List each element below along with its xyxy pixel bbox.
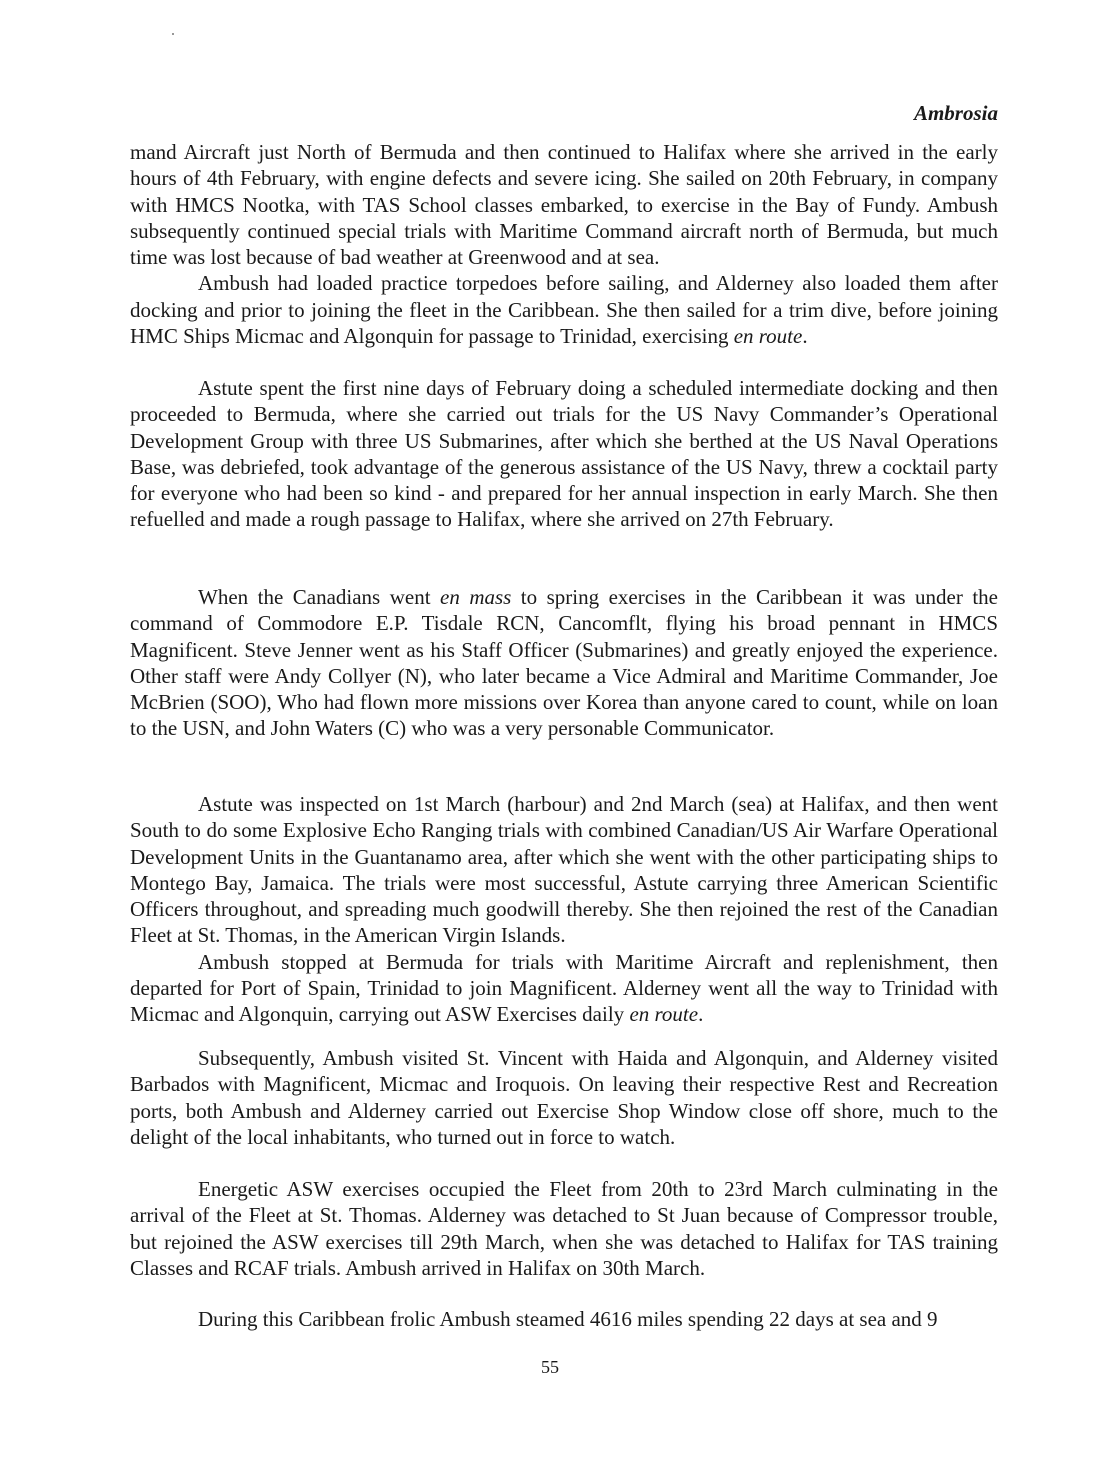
paragraph-continued: mand Aircraft just North of Bermuda and then continued to Halifax where she arrived in the early hours of 4th February, with engine defects and severe icing. She sailed on 20th February, in company with HMCS Nootka, with TAS School classes embarked, to exercise in the Bay of Fundy. Ambush subsequently continued special trials with Maritime Command aircraft north of Bermuda, but much time was lost because of bad weather at Greenwood and at sea.	[130, 140, 998, 270]
paragraph-text: Ambush stopped at Bermuda for trials with Maritime Aircraft and replenishment, then departed for Port of Spain, Trinidad to join Magnificent. Alderney went all the way to Trinidad with Micmac and Algonquin, carrying out ASW Exercises daily	[130, 949, 998, 1027]
paragraph-text: .	[698, 1002, 704, 1027]
paragraph-text: to spring exercises in the Caribbean it was under the command of Commodore E.P. Tisdale RCN, Cancomflt, flying his broad pennant in HMCS Magnificent. Steve Jenner went as his Staff Officer (Submarines) and greatly enjoyed the experience. Other staff were Andy Collyer (N), who later became a Vice Admiral and Maritime Commander, Joe McBrien (SOO), Who had flown more missions over Korea than anyone cared to count, while on loan to the USN, and John Waters (C) who was a very personable Communicator.	[130, 585, 998, 741]
text-block-7	[130, 1306, 998, 1332]
scan-speck	[172, 33, 174, 35]
paragraph-text: When the Canadians went	[198, 585, 441, 609]
paragraph-canadians-caribbean	[130, 584, 998, 742]
paragraph-st-vincent: Subsequently, Ambush visited St. Vincent with Haida and Algonquin, and Alderney visited Barbados with Magnificent, Micmac and Iroquois. On leaving their respective Rest and Recreation ports, both Ambush and Alderney carried out Exercise Shop Window close off shore, much to the delight of the local inhabitants, who turned out in force to watch.	[130, 1046, 998, 1149]
page-number: 55	[541, 1357, 559, 1377]
paragraph-text: Ambush had loaded practice torpedoes before sailing, and Alderney also loaded them after docking and prior to joining the fleet in the Caribbean. She then sailed for a trim dive, before joining HMC Ships Micmac and Algonquin for passage to Trinidad, exercising	[130, 271, 998, 349]
paragraph-asw-exercises: Energetic ASW exercises occupied the Fleet from 20th to 23rd March culminating in the arrival of the Fleet at St. Thomas. Alderney was detached to St Juan because of Compressor trouble, but rejoined the ASW exercises till 29th March, when she was detached to Halifax for TAS training Classes and RCAF trials. Ambush arrived in Halifax on 30th March.	[130, 1177, 998, 1280]
italic-phrase: en route	[733, 324, 803, 349]
paragraph-caribbean-frolic: During this Caribbean frolic Ambush steamed 4616 miles spending 22 days at sea and 9	[198, 1307, 938, 1331]
running-header-title: Ambrosia	[913, 101, 998, 125]
paragraph-ambush-torpedoes	[130, 270, 998, 349]
text-block-2	[130, 375, 998, 533]
text-block-6	[130, 1176, 998, 1281]
paragraph-ambush-bermuda	[130, 949, 998, 1028]
paragraph-text: .	[802, 324, 808, 349]
paragraph-astute-february: Astute spent the first nine days of February doing a scheduled intermediate docking and then proceeded to Bermuda, where she carried out trials for the US Navy Commander’s Operational Development Group with three US Submarines, after which she berthed at the US Naval Operations Base, was debriefed, took advantage of the generous assistance of the US Navy, threw a cocktail party for everyone who had been so kind - and prepared for her annual inspection in early March. She then refuelled and made a rough passage to Halifax, where she arrived on 27th February.	[130, 376, 998, 532]
text-block-1	[130, 139, 998, 349]
italic-phrase: en mass	[440, 585, 512, 609]
text-block-3	[130, 584, 998, 742]
text-block-5	[130, 1045, 998, 1150]
text-block-4	[130, 791, 998, 1028]
paragraph-astute-inspected: Astute was inspected on 1st March (harbour) and 2nd March (sea) at Halifax, and then went South to do some Explosive Echo Ranging trials with combined Canadian/US Air Warfare Operational Development Units in the Guantanamo area, after which she went with the other participating ships to Montego Bay, Jamaica. The trials were most successful, Astute carrying three American Scientific Officers throughout, and spreading much goodwill thereby. She then rejoined the rest of the Canadian Fleet at St. Thomas, in the American Virgin Islands.	[130, 792, 998, 948]
italic-phrase: en route	[629, 1002, 699, 1027]
